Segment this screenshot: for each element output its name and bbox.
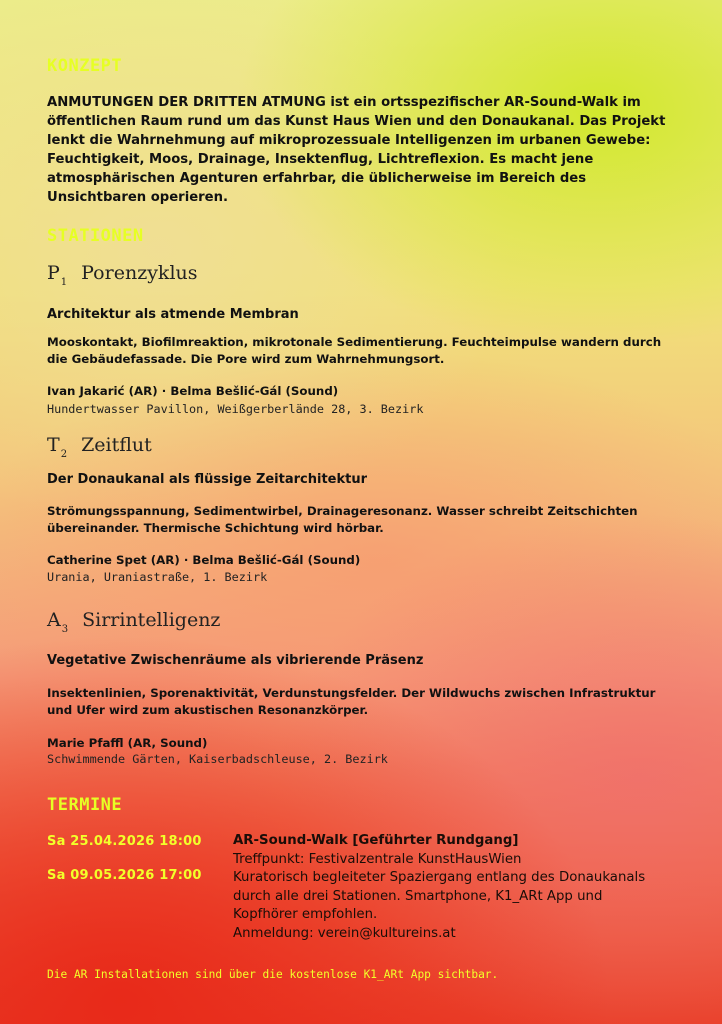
station-3-location: Schwimmende Gärten, Kaiserbadschleuse, 2. Bezirk [47, 752, 388, 766]
event-line-1: Treffpunkt: Festivalzentrale KunstHausWien [233, 852, 522, 867]
event-title: AR-Sound-Walk [Geführter Rundgang] [233, 833, 519, 848]
station-3-subtitle: Vegetative Zwischenräume als vibrierende Präsenz [47, 653, 424, 668]
station-1-index: 1 [60, 277, 68, 288]
station-2-letter: T [47, 434, 60, 456]
station-1-letter: P [47, 262, 60, 284]
concept-heading: KONZEPT [47, 56, 123, 76]
station-1-subtitle: Architektur als atmende Membran [47, 307, 299, 322]
station-3-letter: A [47, 609, 61, 631]
date-1: Sa 25.04.2026 18:00 [47, 834, 202, 849]
station-2-subtitle: Der Donaukanal als flüssige Zeitarchitektur [47, 472, 368, 487]
event-line-2: Kuratorisch begleiteter Spaziergang entlang des Donaukanals [233, 870, 646, 885]
station-2-description: Strömungsspannung, Sedimentwirbel, Drainageresonanz. Wasser schreibt Zeitschichten übereinander. Thermische Schichtung wird hörbar. [47, 504, 638, 535]
concept-text: ANMUTUNGEN DER DRITTEN ATMUNG ist ein ortsspezifischer AR-Sound-Walk im öffentlichen Raum rund um das Kunst Haus Wien und den Donaukanal. Das Projekt lenkt die Wahrnehmung auf mikroprozessuale Intelligenzen im urbanen Gewebe: Feuchtigkeit, Moos, Drainage, Insektenflug, Lichtreflexion. Es macht jene atmosphärischen Agenturen erfahrbar, die üblicherweise im Bereich des Unsichtbaren operieren. [47, 95, 666, 205]
station-3-name: Sirrintelligenz [82, 609, 221, 631]
station-2-index: 2 [60, 449, 68, 460]
station-2-name: Zeitflut [81, 434, 152, 456]
event-line-5: Anmeldung: verein@kultureins.at [233, 926, 456, 941]
station-1-artists: Ivan Jakarić (AR) · Belma Bešlić-Gál (Sound) [47, 384, 339, 398]
footer-note: Die AR Installationen sind über die kostenlose K1_ARt App sichtbar. [47, 968, 499, 981]
station-1-name: Porenzyklus [81, 262, 198, 284]
event-line-3: durch alle drei Stationen. Smartphone, K1_ARt App und [233, 889, 603, 904]
dates-heading: TERMINE [47, 795, 123, 815]
station-1-title [47, 262, 198, 288]
event-line-4: Kopfhörer empfohlen. [233, 907, 378, 922]
station-3-description: Insektenlinien, Sporenaktivität, Verdunstungsfelder. Der Wildwuchs zwischen Infrastruktur und Ufer wird zum akustischen Resonanzkörper. [47, 686, 656, 717]
station-2-artists: Catherine Spet (AR) · Belma Bešlić-Gál (Sound) [47, 553, 361, 567]
station-2-location: Urania, Uraniastraße, 1. Bezirk [47, 570, 268, 584]
date-2: Sa 09.05.2026 17:00 [47, 868, 202, 883]
station-3-artists: Marie Pfaffl (AR, Sound) [47, 736, 208, 750]
station-2-title [47, 434, 152, 460]
station-3-index: 3 [61, 624, 69, 635]
station-3-title [47, 609, 220, 635]
station-1-description: Mooskontakt, Biofilmreaktion, mikrotonale Sedimentierung. Feuchteimpulse wandern durch die Gebäudefassade. Die Pore wird zum Wahrnehmungsort. [47, 335, 662, 366]
stations-heading: STATIONEN [47, 226, 144, 246]
station-1-location: Hundertwasser Pavillon, Weißgerberlände 28, 3. Bezirk [47, 402, 424, 416]
